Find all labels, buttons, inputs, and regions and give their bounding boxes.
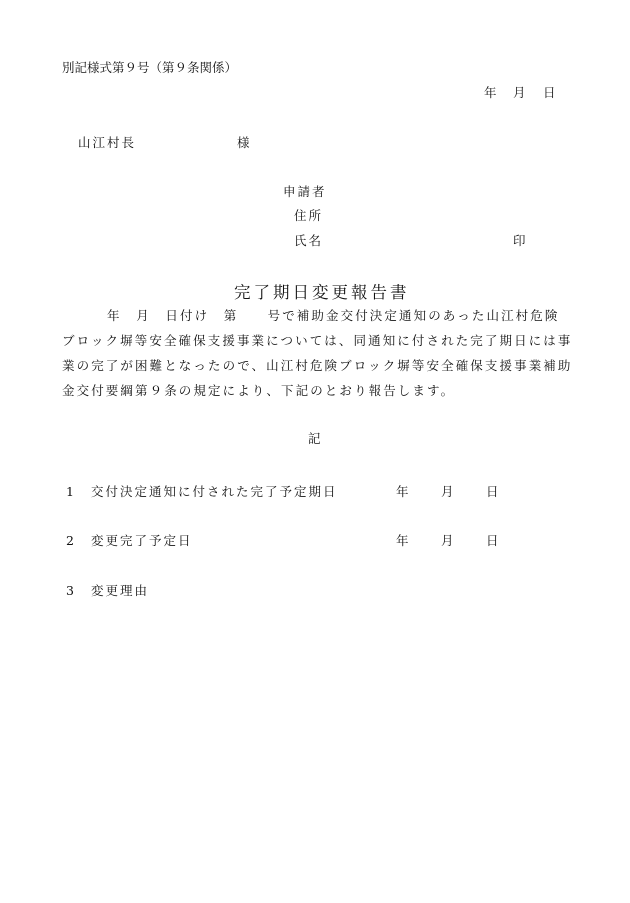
- date-year-label: 年: [484, 85, 497, 100]
- item-label: 交付決定通知に付された完了予定期日: [91, 484, 338, 499]
- seal-mark: 印: [513, 233, 526, 248]
- document-title: 完了期日変更報告書: [234, 283, 410, 302]
- item-month-label: 月: [441, 484, 454, 499]
- applicant-address-label: 住所: [294, 208, 324, 223]
- applicant-label: 申請者: [283, 184, 327, 199]
- body-line-4: 金交付要綱第９条の規定により、下記のとおり報告します。: [62, 383, 456, 398]
- body-line-1: 年 月 日付け 第 号で補助金交付決定通知のあった山江村危険: [107, 308, 560, 323]
- item-year-label: 年: [396, 484, 409, 499]
- item-number: 1: [66, 484, 74, 499]
- item-day-label: 日: [486, 533, 499, 548]
- form-number: 別記様式第９号（第９条関係）: [62, 60, 238, 75]
- item-label: 変更理由: [91, 583, 150, 598]
- addressee-honorific: 様: [237, 135, 250, 150]
- body-line-2: ブロック塀等安全確保支援事業については、同通知に付された完了期日には事: [62, 333, 573, 348]
- item-number: 2: [66, 533, 74, 548]
- ki-heading: 記: [308, 431, 321, 446]
- applicant-name-label: 氏名: [294, 233, 324, 248]
- item-day-label: 日: [486, 484, 499, 499]
- item-year-label: 年: [396, 533, 409, 548]
- item-number: 3: [66, 583, 74, 598]
- date-month-label: 月: [513, 85, 526, 100]
- body-line-3: 業の完了が困難となったので、山江村危険ブロック塀等安全確保支援事業補助: [62, 358, 573, 373]
- addressee-name: 山江村長: [78, 135, 137, 150]
- date-day-label: 日: [543, 85, 556, 100]
- item-label: 変更完了予定日: [91, 533, 193, 548]
- item-month-label: 月: [441, 533, 454, 548]
